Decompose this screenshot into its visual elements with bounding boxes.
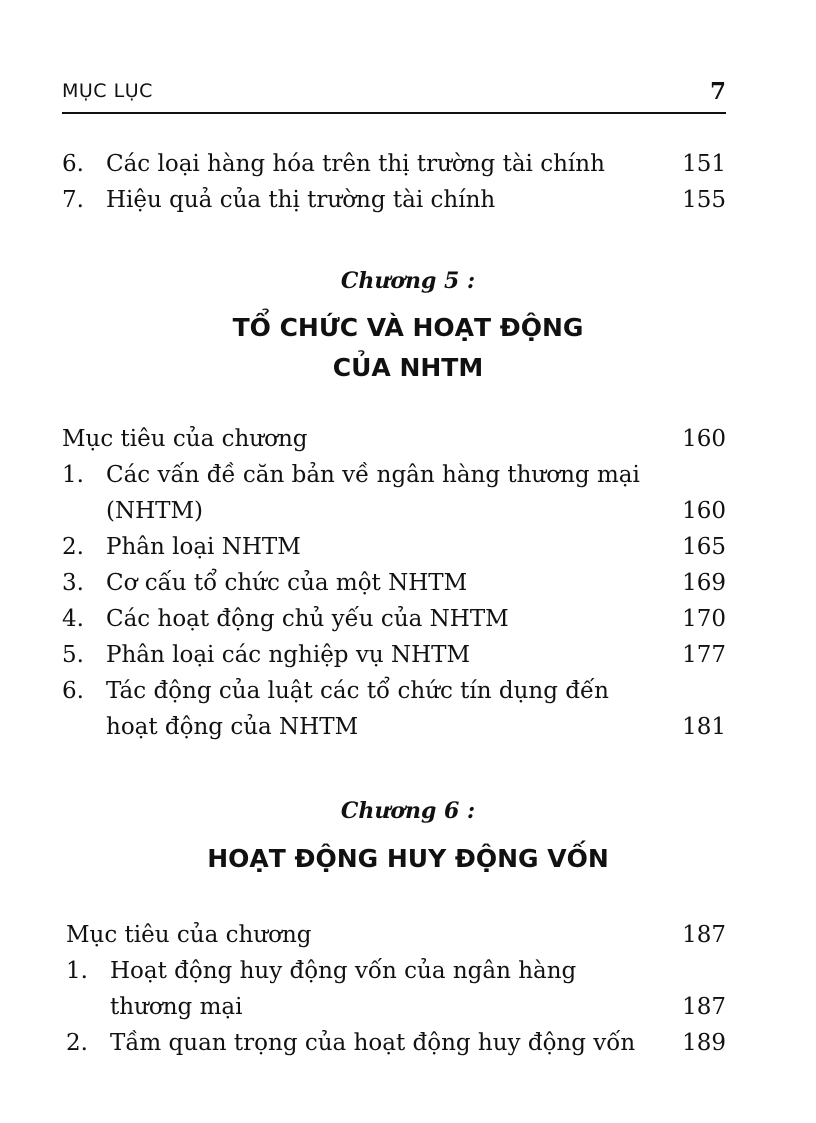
toc-entry-page: 187 [682,922,726,948]
chapter-5-title-line1: TỔ CHỨC VÀ HOẠT ĐỘNG [232,313,584,342]
toc-entry-text: Phân loại NHTM [106,534,301,560]
toc-entry [66,953,726,1025]
running-header [62,78,726,114]
toc-entry [62,565,726,601]
toc-entry [66,1025,726,1061]
chapter-5-objectives [62,421,726,457]
toc-entry [62,146,726,182]
header-title: MỤC LỤC [62,80,153,102]
toc-entry-page: 169 [682,570,726,596]
toc-entry [62,637,726,673]
toc-entry-page: 160 [682,498,726,524]
toc-entry-number: 4. [62,606,84,632]
toc-entry-page: 181 [682,714,726,740]
toc-entry-text: Các hoạt động chủ yếu của NHTM [106,606,509,632]
chapter-6-title: HOẠT ĐỘNG HUY ĐỘNG VỐN [207,844,609,873]
header-page-number: 7 [709,78,726,105]
toc-entry-text: Mục tiêu của chương [66,922,312,948]
toc-entry-text: Các vấn đề căn bản về ngân hàng thương mại [106,462,640,488]
toc-entry-page: 189 [682,1030,726,1056]
toc-entry-number: 1. [62,462,84,488]
toc-entry-text: Mục tiêu của chương [62,426,308,452]
toc-entry-number: 1. [66,958,88,984]
toc-entry [62,601,726,637]
toc-entry-page: 160 [682,426,726,452]
toc-entry-text-cont: (NHTM) [106,498,204,524]
toc-entry-number: 6. [62,678,84,704]
toc-entry-page: 187 [682,994,726,1020]
toc-entry-page: 165 [682,534,726,560]
toc-entry-text: Cơ cấu tổ chức của một NHTM [106,570,468,596]
toc-entry-text: Hoạt động huy động vốn của ngân hàng [110,958,577,984]
toc-entry [62,529,726,565]
toc-entry-number: 6. [62,151,84,177]
toc-entry-text: Phân loại các nghiệp vụ NHTM [106,642,471,668]
toc-entry-number: 3. [62,570,84,596]
toc-entry-text-cont: hoạt động của NHTM [106,714,359,740]
chapter-6-objectives [66,917,726,953]
toc-entry-number: 7. [62,187,84,213]
toc-entry-page: 177 [682,642,726,668]
chapter-5-label: Chương 5 : [340,268,476,294]
toc-entry-number: 2. [62,534,84,560]
toc-entry-page: 155 [682,187,726,213]
chapter-5-title-line2: CỦA NHTM [332,353,484,382]
toc-entry-text: Hiệu quả của thị trường tài chính [106,187,496,213]
toc-entry [62,182,726,218]
toc-entry-text: Tác động của luật các tổ chức tín dụng đến [106,678,609,704]
toc-entry-number: 2. [66,1030,88,1056]
chapter-6-label: Chương 6 : [340,798,476,824]
toc-entry-page: 151 [682,151,726,177]
toc-entry-page: 170 [682,606,726,632]
toc-entry [62,457,726,529]
toc-entry-text-cont: thương mại [110,994,243,1020]
toc-entry-number: 5. [62,642,84,668]
toc-entry [62,673,726,745]
toc-entry-text: Các loại hàng hóa trên thị trường tài chính [106,151,605,177]
toc-entry-text: Tầm quan trọng của hoạt động huy động vốn [110,1030,636,1056]
